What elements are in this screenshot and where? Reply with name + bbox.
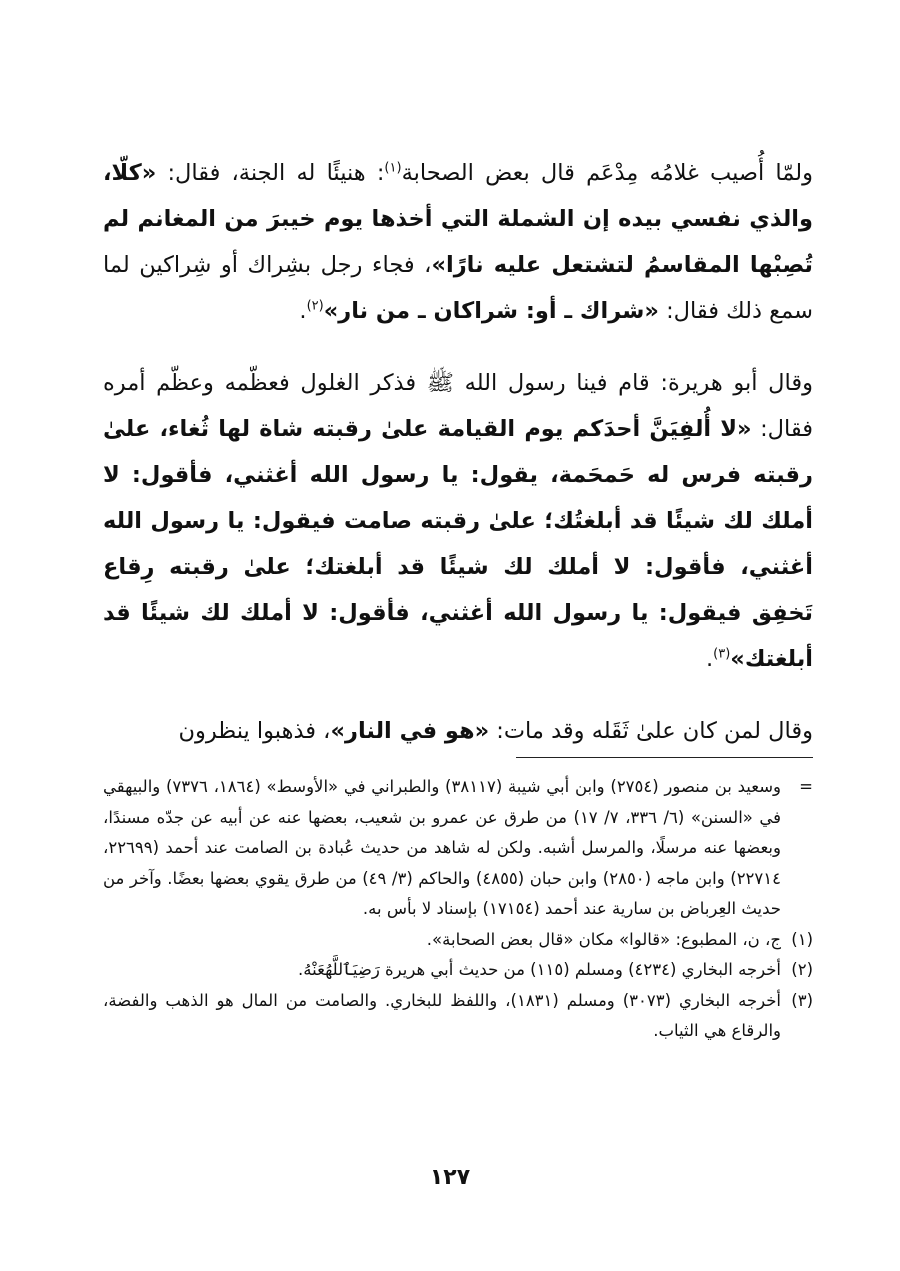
para1-intro: ولمّا أُصيب غلامُه مِدْعَم قال بعض الصحابة <box>401 160 813 186</box>
footnote-continuation-mark: = <box>799 777 813 796</box>
footnote-3-text: أخرجه البخاري (٣٠٧٣) ومسلم (١٨٣١)، واللفظ للبخاري. والصامت من المال هو الذهب والفضة، والرقاع هي الثياب. <box>103 990 781 1040</box>
paragraph-3 <box>103 708 813 754</box>
paragraph-2 <box>103 360 813 682</box>
footnote-1-text: ج، ن، المطبوع: «قالوا» مكان «قال بعض الصحابة». <box>426 929 781 949</box>
footnote-separator <box>516 757 813 758</box>
paragraph-1 <box>103 150 813 334</box>
para1-quote: «كلّا، والذي نفسي بيده إن الشملة التي أخذها يوم خيبرَ من المغانم لم تُصِبْها المقاسمُ لتشتعل عليه نارًا» <box>103 160 814 278</box>
para1-intro-cont: : هنيئًا له الجنة، فقال: <box>156 160 385 186</box>
para1-mid: ، فجاء رجل بشِراك أو شِراكين لما سمع ذلك فقال: <box>103 252 813 324</box>
footnote-1 <box>103 925 813 956</box>
para2-intro: وقال أبو هريرة: قام فينا رسول الله ﷺ فذكر الغلول فعظّمه وعظّم أمره فقال: <box>103 370 813 442</box>
para3-quote: «هو في النار» <box>330 718 490 744</box>
para2-end: . <box>705 646 714 672</box>
footnote-ref-3: (٣) <box>713 646 731 662</box>
footnote-2-text: أخرجه البخاري (٤٢٣٤) ومسلم (١١٥) من حديث أبي هريرة رَضِيَٱللَّهُعَنْهُ. <box>298 960 781 979</box>
footnote-ref-2: (٢) <box>306 298 324 314</box>
footnote-continuation-text: وسعيد بن منصور (٢٧٥٤) وابن أبي شيبة (٣٨١١٧) والطبراني في «الأوسط» (١٨٦٤، ٧٣٧٦) والبيهقي في «السنن» (٦/ ٣٣٦، ٧/ ١٧) من طرق عن عمرو بن شعيب، بعضها عنه عن أبيه عن جدّه مسندًا، وبعضها عنه مرسلًا، والمرسل أشبه. ولكن له شاهد من حديث عُبادة بن الصامت عند أحمد (٢٢٦٩٩، ٢٢٧١٤) وابن ماجه (٢٨٥٠) وابن حبان (٤٨٥٥) والحاكم (٣/ ٤٩) من طرق يقوي بعضها بعضًا. وآخر من حديث العِرباض بن سارية عند أحمد (١٧١٥٤) بإسناد لا بأس به. <box>103 777 782 918</box>
main-text <box>103 150 813 754</box>
footnote-1-mark: (١) <box>791 929 813 949</box>
para3-end: ، فذهبوا ينظرون <box>178 718 331 744</box>
footnote-2 <box>103 955 813 986</box>
footnotes <box>103 772 813 1047</box>
footnote-3 <box>103 986 813 1047</box>
footnote-continuation <box>103 772 813 925</box>
para2-quote: «لا أُلفِيَنَّ أحدَكم يوم القيامة علىٰ رقبته شاة لها ثُغاء، علىٰ رقبته فرس له حَمحَمة، يقول: يا رسول الله أغثني، فأقول: لا أملك لك شيئًا قد أبلغتُك؛ علىٰ رقبته صامت فيقول: يا رسول الله أغثني، فأقول: لا أملك لك شيئًا قد أبلغتك؛ علىٰ رقبته رِقاع تَخفِق فيقول: يا رسول الله أغثني، فأقول: لا أملك لك شيئًا قد أبلغتك» <box>103 416 813 672</box>
para1-end: . <box>299 298 307 324</box>
para3-intro: وقال لمن كان علىٰ ثَقَله وقد مات: <box>489 718 813 744</box>
footnote-3-mark: (٣) <box>791 990 813 1010</box>
para1-quote2: «شراك ـ أو: شراكان ـ من نار» <box>323 298 659 324</box>
footnote-ref-1: (١) <box>384 160 402 176</box>
page-number: ١٢٧ <box>429 1165 471 1190</box>
footnote-2-mark: (٢) <box>791 960 813 979</box>
